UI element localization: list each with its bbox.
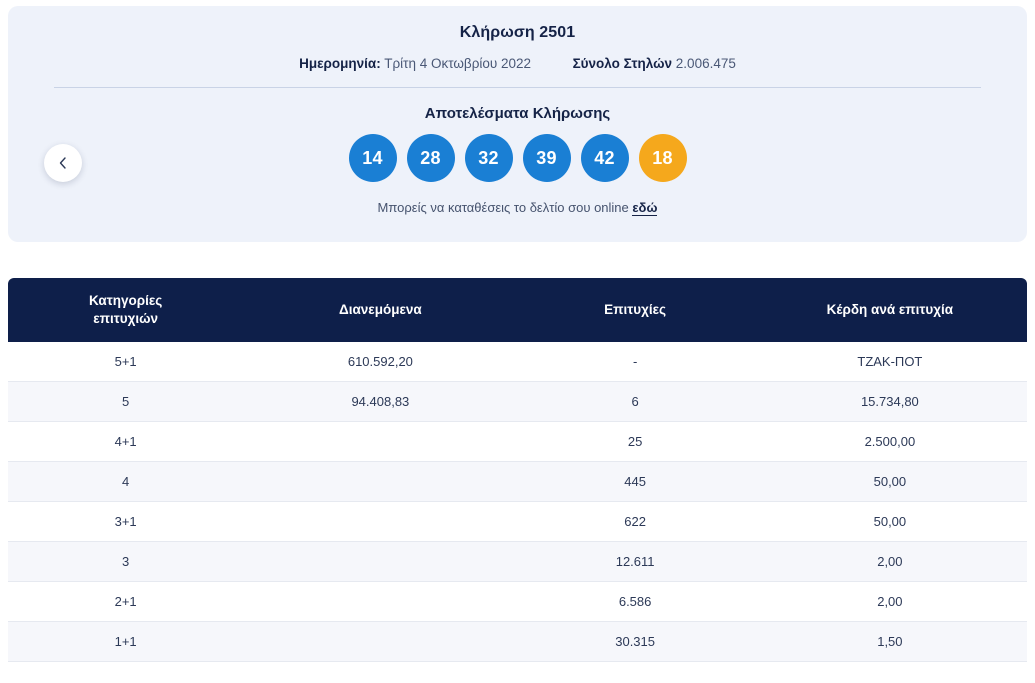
results-title: Αποτελέσματα Κλήρωσης — [424, 105, 611, 122]
draw-numbers — [8, 134, 1027, 182]
columns-value: 2.006.475 — [675, 56, 736, 71]
cell-category: 1+1 — [8, 622, 243, 662]
cell-category: 3+1 — [8, 502, 243, 542]
table-body — [8, 342, 1027, 662]
cell-category: 4 — [8, 462, 243, 502]
cell-distributed — [243, 502, 517, 542]
cell-prize: 50,00 — [753, 462, 1027, 502]
table-row — [8, 462, 1027, 502]
date-label: Ημερομηνία: — [299, 56, 381, 71]
online-submit-link[interactable]: εδώ — [632, 200, 658, 215]
cell-prize: ΤΖΑΚ-ΠΟΤ — [753, 342, 1027, 382]
table-row — [8, 422, 1027, 462]
column-header-prize: Κέρδη ανά επιτυχία — [753, 278, 1027, 342]
cell-prize: 2,00 — [753, 582, 1027, 622]
table-row — [8, 342, 1027, 382]
cell-prize: 2.500,00 — [753, 422, 1027, 462]
cell-prize: 15.734,80 — [753, 382, 1027, 422]
columns-label: Σύνολο Στηλών — [572, 56, 673, 71]
cell-winners: 30.315 — [517, 622, 752, 662]
cell-category: 3 — [8, 542, 243, 582]
previous-draw-button[interactable] — [44, 144, 82, 182]
cell-winners: 445 — [517, 462, 752, 502]
draw-number-ball: 32 — [465, 134, 513, 182]
draw-panel — [8, 6, 1027, 242]
cell-category: 5+1 — [8, 342, 243, 382]
cell-winners: 25 — [517, 422, 752, 462]
cell-winners: 12.611 — [517, 542, 752, 582]
draw-meta — [8, 56, 1027, 71]
divider — [54, 87, 981, 88]
cell-prize: 1,50 — [753, 622, 1027, 662]
draw-number-ball: 39 — [523, 134, 571, 182]
cell-winners: 622 — [517, 502, 752, 542]
cell-category: 2+1 — [8, 582, 243, 622]
cell-distributed: 94.408,83 — [243, 382, 517, 422]
column-header-winners: Επιτυχίες — [517, 278, 752, 342]
draw-bonus-ball: 18 — [639, 134, 687, 182]
page-title: Κλήρωση 2501 — [459, 24, 576, 41]
table-row — [8, 542, 1027, 582]
cell-distributed — [243, 622, 517, 662]
cell-winners: 6 — [517, 382, 752, 422]
date-value: Τρίτη 4 Οκτωβρίου 2022 — [384, 56, 532, 71]
cell-category: 4+1 — [8, 422, 243, 462]
table-row — [8, 622, 1027, 662]
draw-number-ball: 28 — [407, 134, 455, 182]
cell-distributed — [243, 542, 517, 582]
cell-prize: 2,00 — [753, 542, 1027, 582]
cell-prize: 50,00 — [753, 502, 1027, 542]
table-row — [8, 382, 1027, 422]
cell-winners: - — [517, 342, 752, 382]
results-table — [8, 278, 1027, 662]
column-header-distributed: Διανεμόμενα — [243, 278, 517, 342]
column-header-category — [8, 278, 243, 342]
cell-winners: 6.586 — [517, 582, 752, 622]
table-row — [8, 502, 1027, 542]
cell-distributed: 610.592,20 — [243, 342, 517, 382]
cell-distributed — [243, 462, 517, 502]
results-table-wrapper — [8, 278, 1027, 662]
table-header-row — [8, 278, 1027, 342]
online-submit-note — [8, 200, 1027, 215]
cell-category: 5 — [8, 382, 243, 422]
online-note-text: Μπορείς να καταθέσεις το δελτίο σου online — [377, 200, 633, 215]
chevron-left-icon — [58, 156, 68, 170]
column-header-category-line1: Κατηγορίες — [88, 293, 163, 308]
draw-number-ball: 14 — [349, 134, 397, 182]
cell-distributed — [243, 422, 517, 462]
column-header-category-line2: επιτυχιών — [93, 311, 159, 327]
draw-number-ball: 42 — [581, 134, 629, 182]
table-head — [8, 278, 1027, 342]
cell-distributed — [243, 582, 517, 622]
table-row — [8, 582, 1027, 622]
